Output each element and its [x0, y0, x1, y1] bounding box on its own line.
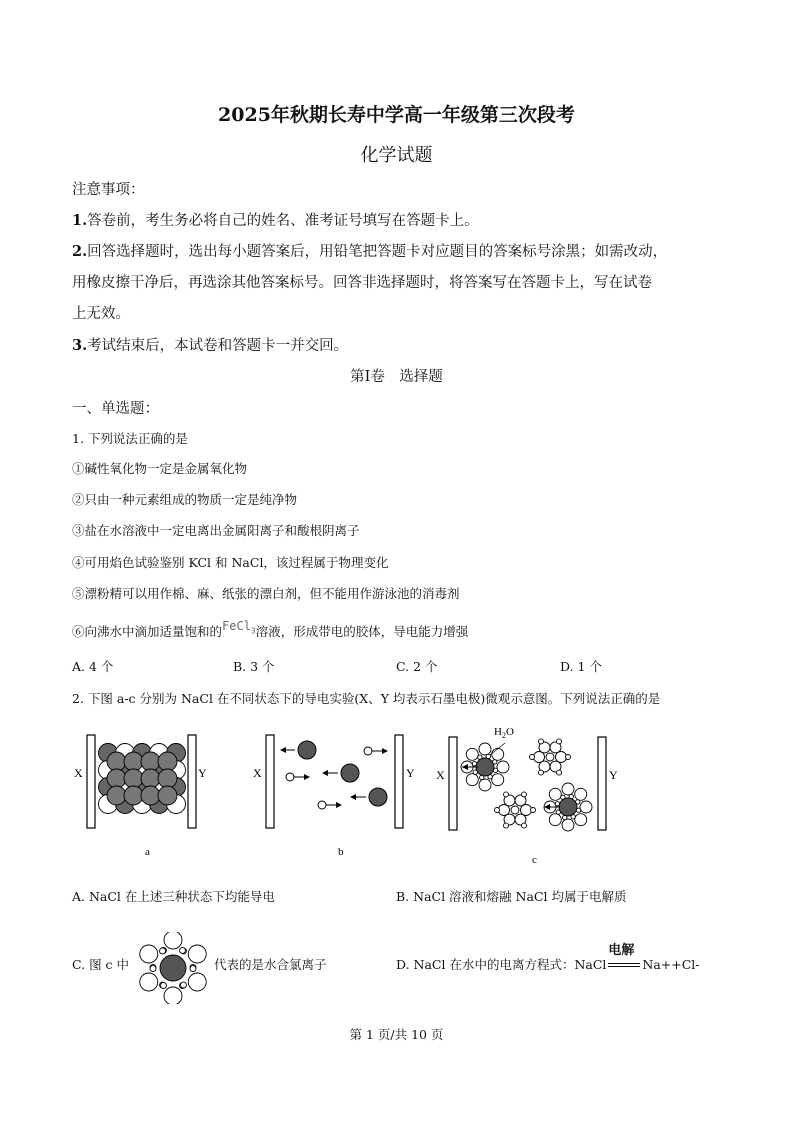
hydrated-ions	[461, 739, 592, 831]
water-oxygen	[492, 748, 504, 760]
water-hydrogen	[531, 808, 536, 813]
figure-a-electrode-x	[87, 735, 95, 828]
water-oxygen	[140, 945, 158, 963]
water-oxygen	[466, 748, 478, 760]
figure-a-label-y: Y	[198, 766, 207, 780]
q2-option-d-pre: D. NaCl 在水中的电离方程式：NaCl	[396, 957, 607, 972]
water-oxygen	[562, 819, 574, 831]
figure-a-caption: a	[145, 846, 150, 858]
arrowhead	[336, 802, 342, 808]
note-3-text: 考试结束后，本试卷和答题卡一并交回。	[87, 338, 349, 354]
water-hydrogen	[557, 739, 562, 744]
water-hydrogen	[150, 966, 156, 972]
arrowhead	[382, 748, 388, 754]
q1-option-c: C. 2 个	[396, 659, 438, 674]
q1-statement-6-pre: ⑥向沸水中滴加适量饱和的	[72, 624, 223, 639]
chloride-ion	[476, 758, 494, 776]
water-oxygen	[492, 774, 504, 786]
water-oxygen	[188, 973, 206, 991]
note-2	[72, 240, 667, 261]
sodium-ion	[286, 773, 294, 781]
chloride-ion	[124, 752, 143, 771]
water-oxygen	[575, 788, 587, 800]
water-hydrogen	[160, 948, 166, 954]
figure-a-electrode-y	[188, 735, 196, 828]
q1-statement-6-post: 溶液，形成带电的胶体，导电能力增强	[255, 624, 469, 639]
water-hydrogen	[539, 739, 544, 744]
figure-a-label-x: X	[74, 766, 83, 780]
hydrated-chloride-diagram	[140, 932, 206, 1004]
chloride-ion	[158, 769, 177, 788]
water-label-h: H	[494, 726, 502, 738]
figure-c-electrode-x	[449, 737, 457, 830]
q1-statement-2: ②只由一种元素组成的物质一定是纯净物	[72, 492, 298, 507]
volume-heading: 第Ⅰ卷 选择题	[350, 369, 443, 385]
chloride-ion	[141, 769, 160, 788]
chloride-ion	[559, 798, 577, 816]
q1-option-b: B. 3 个	[233, 659, 275, 674]
q2-option-b: B. NaCl 溶液和熔融 NaCl 均属于电解质	[396, 889, 627, 904]
fecl3-formula-main: FeCl	[222, 619, 251, 633]
q1-option-d: D. 1 个	[560, 659, 602, 674]
nacl-conductivity-figure	[60, 715, 660, 870]
note-3	[72, 334, 348, 355]
exam-title: 2025年秋期长寿中学高一年级第三次段考	[218, 104, 575, 126]
chloride-ion	[107, 769, 126, 788]
notes-heading: 注意事项：	[72, 182, 145, 198]
equals-line-top	[608, 963, 640, 964]
water-hydrogen	[557, 770, 562, 775]
chloride-ion	[107, 786, 126, 805]
chloride-ion	[298, 741, 316, 759]
water-hydrogen	[504, 792, 509, 797]
arrowhead	[322, 770, 328, 776]
chloride-ion	[158, 786, 177, 805]
water-hydrogen	[180, 947, 186, 953]
q1-statement-1: ①碱性氧化物一定是金属氧化物	[72, 461, 248, 476]
sodium-ion	[511, 806, 519, 814]
note-2-text-line1: 回答选择题时，选出每小题答案后，用铅笔把答题卡对应题目的答案标号涂黑；如需改动，	[87, 244, 668, 260]
chloride-ion	[141, 786, 160, 805]
electrolysis-condition: 电解	[608, 942, 635, 958]
note-2-number: 2.	[72, 243, 88, 260]
equals-line-bottom	[608, 966, 640, 967]
water-hydrogen	[530, 755, 535, 760]
water-oxygen	[575, 814, 587, 826]
water-oxygen	[562, 783, 574, 795]
water-oxygen	[164, 932, 182, 949]
q1-statement-5: ⑤漂粉精可以用作棉、麻、纸张的漂白剂，但不能用作游泳池的消毒剂	[72, 586, 460, 601]
sodium-ion	[364, 747, 372, 755]
note-1-number: 1.	[72, 212, 88, 229]
part-heading: 一、单选题：	[72, 401, 159, 417]
water-oxygen	[140, 973, 158, 991]
q1-stem: 1. 下列说法正确的是	[72, 431, 188, 446]
fecl3-formula-sub: 3	[250, 626, 256, 636]
q1-statement-6	[72, 619, 469, 641]
figure-b-molten-nacl	[266, 735, 403, 828]
chloride-ion	[160, 955, 186, 981]
arrowhead	[350, 794, 356, 800]
figure-b-label-x: X	[253, 766, 262, 780]
q2-option-c-pre: C. 图 c 中	[72, 957, 130, 972]
sodium-ion	[546, 753, 554, 761]
figure-b-caption: b	[338, 846, 344, 858]
chloride-ion	[124, 786, 143, 805]
note-2-text-line3: 上无效。	[72, 306, 130, 322]
water-label-o: O	[505, 726, 514, 738]
q1-statement-3: ③盐在水溶液中一定电离出金属阳离子和酸根阴离子	[72, 523, 360, 538]
water-oxygen	[549, 814, 561, 826]
chloride-ion	[341, 764, 359, 782]
chloride-ion	[158, 752, 177, 771]
water-hydrogen	[522, 792, 527, 797]
q1-option-a: A. 4 个	[72, 659, 114, 674]
chloride-ion	[124, 769, 143, 788]
sodium-ion	[318, 801, 326, 809]
note-1	[72, 209, 479, 230]
figure-c-electrode-y	[598, 737, 606, 830]
chloride-ion	[107, 752, 126, 771]
note-1-text: 答卷前，考生务必将自己的姓名、准考证号填写在答题卡上。	[87, 213, 479, 229]
q2-stem: 2. 下图 a-c 分别为 NaCl 在不同状态下的导电实验(X、Y 均表示石墨电极)微观示意图。下列说法正确的是	[72, 691, 661, 706]
note-2-text-line2: 用橡皮擦干净后，再选涂其他答案标号。回答非选择题时，将答案写在答题卡上，写在试卷	[72, 275, 652, 291]
figure-b-electrode-y	[395, 735, 403, 828]
water-hydrogen	[495, 808, 500, 813]
note-3-number: 3.	[72, 337, 88, 354]
exam-subject: 化学试题	[360, 145, 433, 166]
figure-c-label-y: Y	[609, 768, 618, 782]
chloride-ion	[369, 788, 387, 806]
figure-c-nacl-solution	[449, 737, 606, 831]
water-oxygen	[466, 774, 478, 786]
figure-b-label-y: Y	[406, 766, 415, 780]
figure-c-caption: c	[532, 854, 537, 866]
water-hydrogen	[522, 823, 527, 828]
q2-option-d-post: Na++Cl-	[642, 957, 700, 972]
chloride-ion	[141, 752, 160, 771]
water-label-sub: 2	[501, 731, 506, 740]
water-hydrogen	[504, 823, 509, 828]
figure-b-electrode-x	[266, 735, 274, 828]
q2-option-d	[396, 942, 700, 974]
water-oxygen	[188, 945, 206, 963]
water-oxygen	[479, 779, 491, 791]
fecl3-formula	[222, 619, 256, 636]
water-hydrogen	[180, 982, 186, 988]
water-hydrogen	[539, 770, 544, 775]
water-hydrogen	[190, 966, 196, 972]
q2-option-c-post: 代表的是水合氯离子	[214, 957, 327, 972]
water-oxygen	[549, 788, 561, 800]
water-oxygen	[497, 761, 509, 773]
water-oxygen	[164, 987, 182, 1004]
water-molecule-label	[494, 726, 514, 740]
water-hydrogen	[160, 983, 166, 989]
q2-option-a: A. NaCl 在上述三种状态下均能导电	[72, 889, 275, 904]
ion-lattice	[99, 744, 186, 814]
electrolysis-arrow	[606, 942, 642, 974]
arrowhead	[304, 774, 310, 780]
water-hydrogen	[566, 755, 571, 760]
q1-statement-4: ④可用焰色试验鉴别 KCl 和 NaCl，该过程属于物理变化	[72, 555, 389, 570]
water-oxygen	[580, 801, 592, 813]
arrowhead	[280, 747, 286, 753]
water-oxygen	[479, 743, 491, 755]
figure-a-solid-nacl	[87, 735, 196, 828]
figure-c-label-x: X	[436, 768, 445, 782]
hydrated-chloride-icon	[132, 932, 214, 1004]
page-number: 第 1 页/共 10 页	[349, 1027, 444, 1042]
